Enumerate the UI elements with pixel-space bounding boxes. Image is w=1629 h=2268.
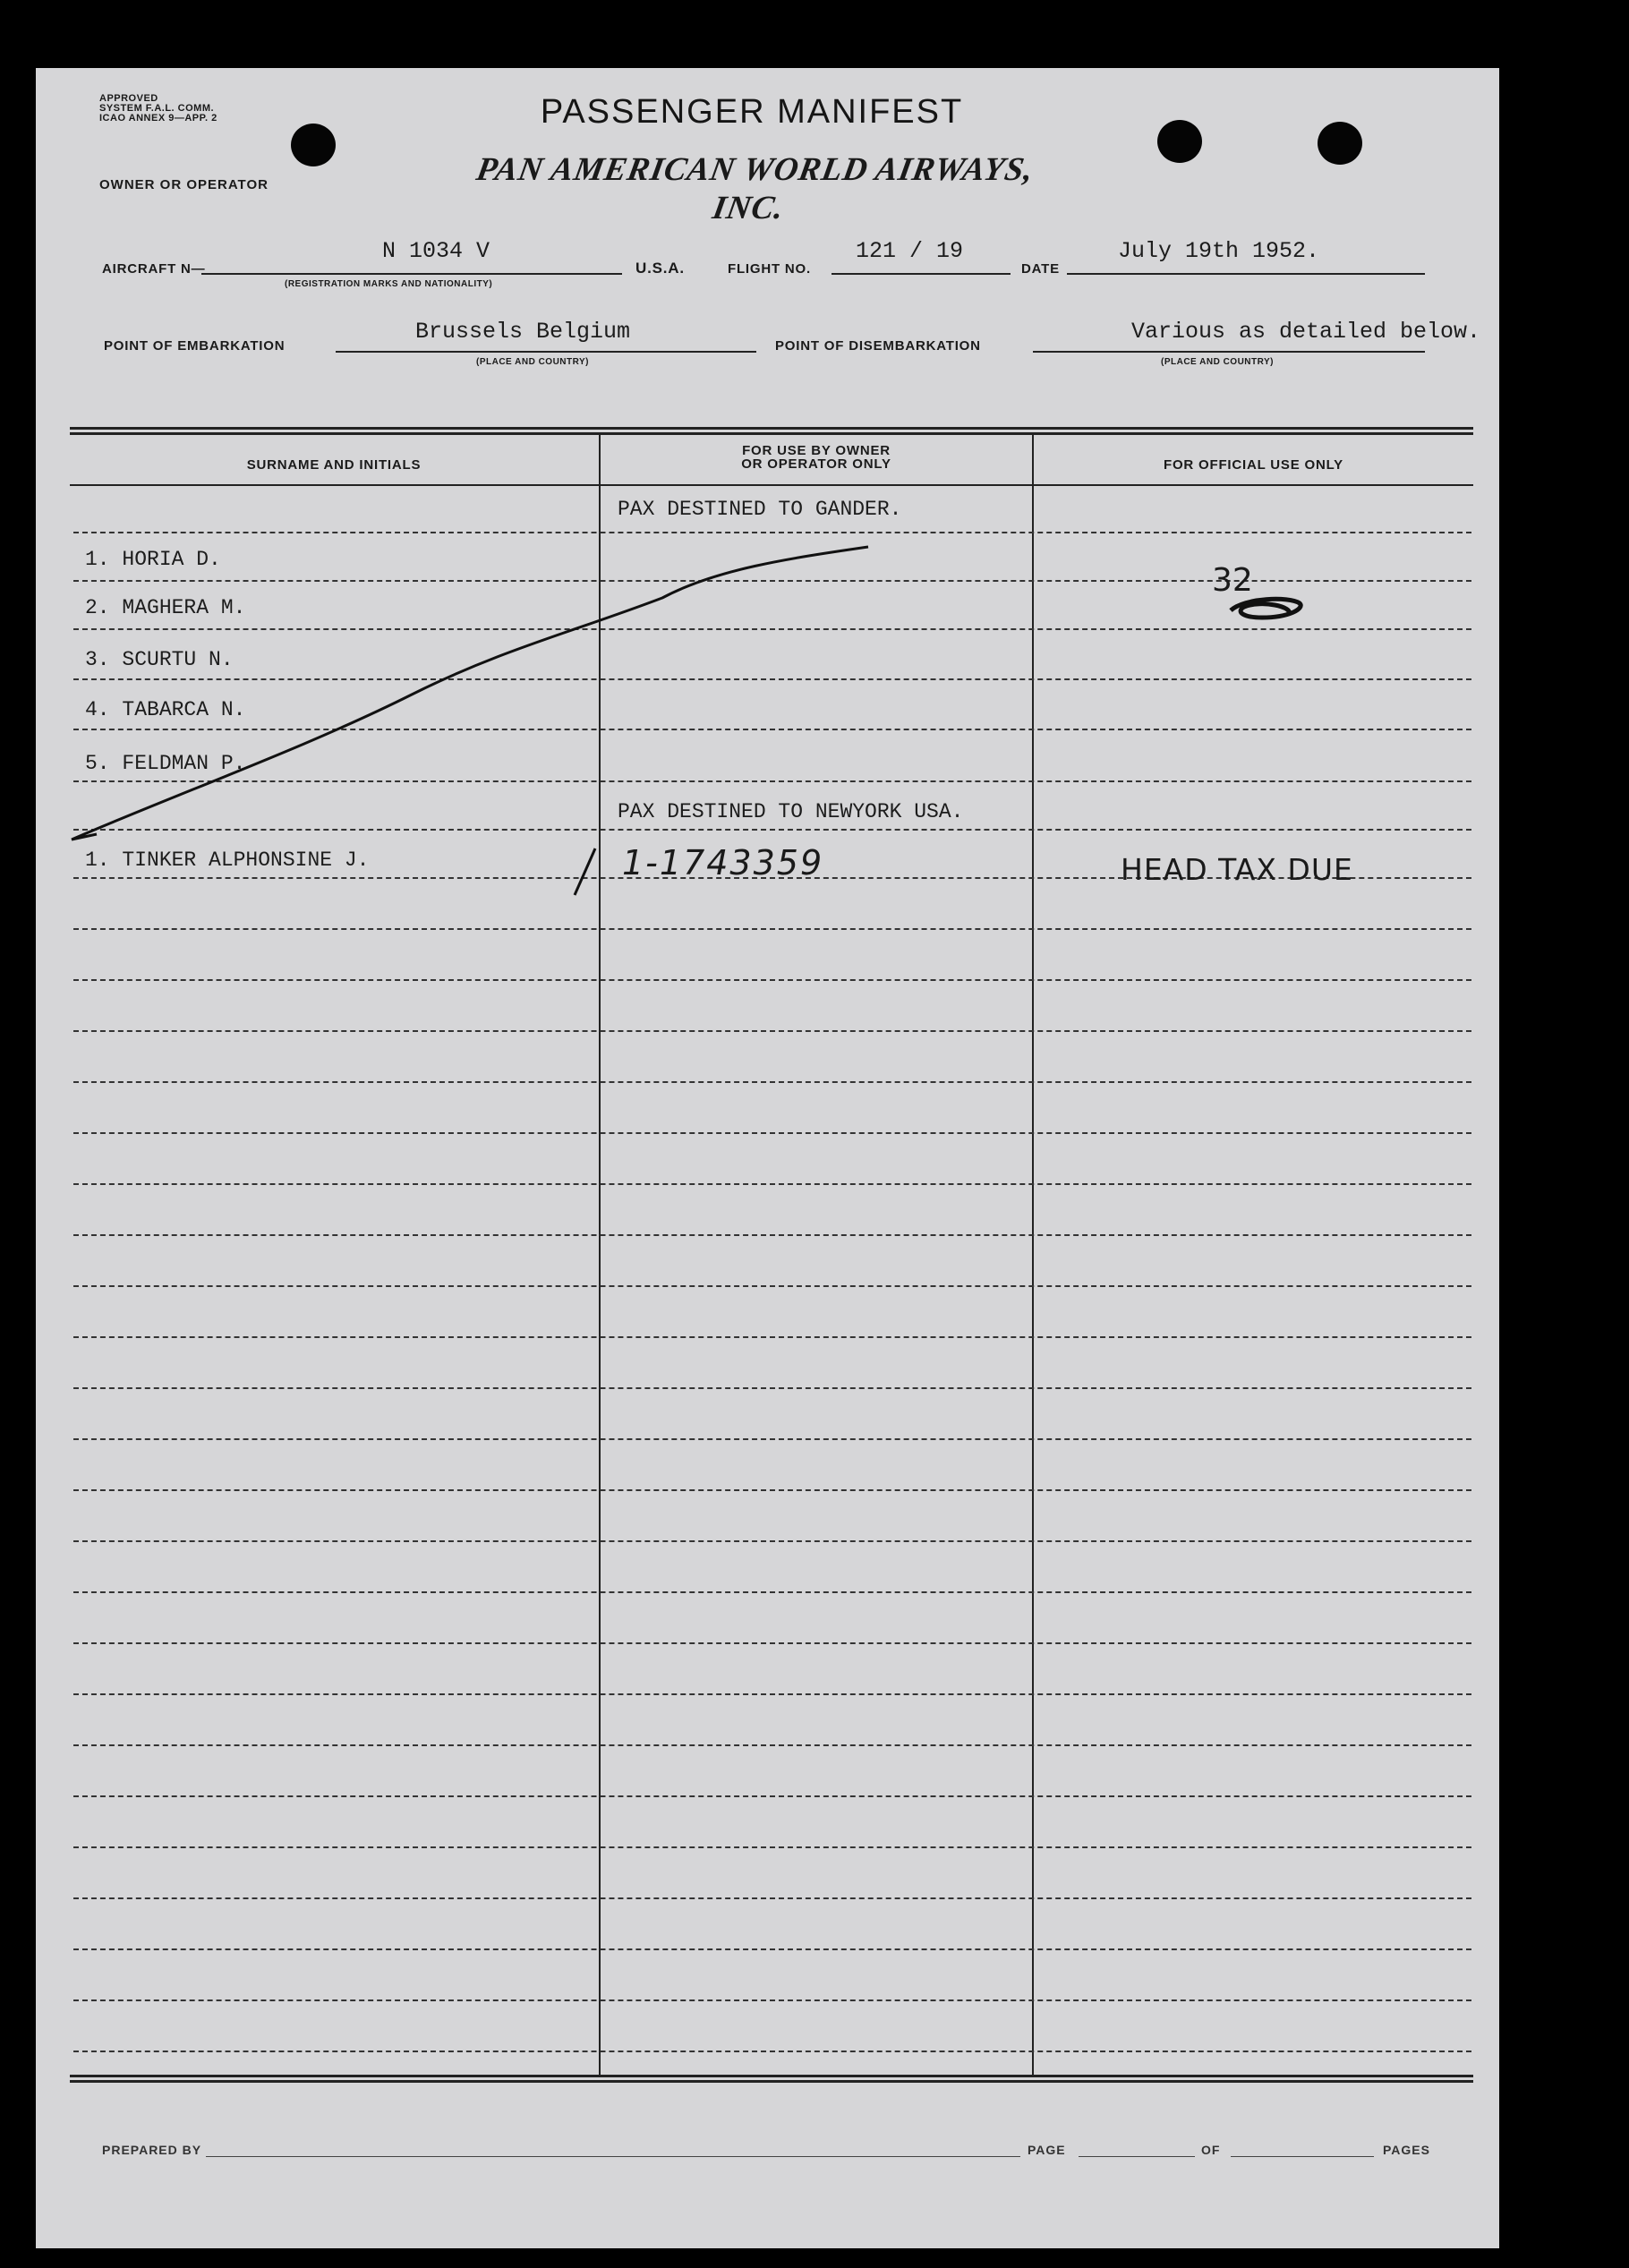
date-label: DATE [1021, 261, 1060, 277]
table-row-line [73, 1693, 1471, 1695]
table-row-line [73, 1285, 1471, 1287]
embarkation-value: Brussels Belgium [415, 319, 631, 345]
prepared-by-label: PREPARED BY [102, 2143, 202, 2157]
owner-use-header-line: FOR USE BY OWNER [742, 443, 891, 458]
table-row-line [73, 1081, 1471, 1083]
operator-name: PAN AMERICAN WORLD AIRWAYS, INC. [473, 151, 1037, 226]
table-row-line [73, 1234, 1471, 1236]
country-label: U.S.A. [635, 260, 685, 277]
passenger-name: 3. SCURTU N. [85, 648, 234, 671]
of-underline [1231, 2156, 1374, 2157]
official-mark-number: 32 [1212, 562, 1253, 599]
owner-note-newyork: PAX DESTINED TO NEWYORK USA. [618, 800, 964, 823]
table-row-line [73, 2051, 1471, 2052]
pages-label: PAGES [1383, 2143, 1430, 2157]
table-row-line [73, 1132, 1471, 1134]
table-bottom-rule [70, 2075, 1473, 2077]
aircraft-label: AIRCRAFT N— [102, 261, 206, 277]
disembarkation-sub-label: (PLACE AND COUNTRY) [1161, 357, 1274, 367]
aircraft-value: N 1034 V [382, 238, 490, 264]
table-bottom-rule-2 [70, 2080, 1473, 2083]
embarkation-sub-label: (PLACE AND COUNTRY) [476, 357, 589, 367]
table-row-line [73, 1744, 1471, 1746]
approval-line: APPROVED [99, 93, 158, 104]
table-row-line [73, 1030, 1471, 1032]
disembarkation-label: POINT OF DISEMBARKATION [775, 338, 981, 354]
aircraft-sub-label: (REGISTRATION MARKS AND NATIONALITY) [285, 279, 493, 289]
disembarkation-value: Various as detailed below. [1131, 319, 1481, 345]
embarkation-label: POINT OF EMBARKATION [104, 338, 286, 354]
table-row-line [73, 979, 1471, 981]
table-row-line [73, 1438, 1471, 1440]
table-row-line [73, 1540, 1471, 1542]
page-title: PASSENGER MANIFEST [540, 93, 964, 131]
passenger-name: 4. TABARCA N. [85, 698, 246, 721]
table-row-line [73, 1846, 1471, 1848]
surname-column-header: SURNAME AND INITIALS [246, 457, 422, 473]
table-row-line [73, 1336, 1471, 1338]
flight-label: FLIGHT NO. [728, 261, 811, 277]
of-label: OF [1201, 2143, 1221, 2157]
page-label: PAGE [1028, 2143, 1066, 2157]
table-row-line [73, 1999, 1471, 2001]
head-tax-stamp: HEAD TAX DUE [1121, 852, 1353, 887]
flight-value: 121 / 19 [856, 238, 964, 264]
table-row-line [73, 1183, 1471, 1185]
owner-use-header-line: OR OPERATOR ONLY [741, 456, 891, 472]
table-row-line [73, 1897, 1471, 1899]
table-row-line [73, 1948, 1471, 1950]
ticket-number-handwritten: 1-1743359 [622, 843, 824, 882]
page-underline [1079, 2156, 1195, 2157]
approval-line: ICAO ANNEX 9—APP. 2 [99, 113, 217, 124]
owner-note-gander: PAX DESTINED TO GANDER. [618, 498, 902, 521]
prepared-by-underline [206, 2156, 1020, 2157]
manifest-page [36, 68, 1499, 2248]
table-row-line [73, 1387, 1471, 1389]
passenger-name: 1. HORIA D. [85, 548, 221, 571]
owner-operator-label: OWNER OR OPERATOR [99, 177, 269, 192]
table-row-line [73, 1591, 1471, 1593]
passenger-name: 2. MAGHERA M. [85, 596, 246, 619]
passenger-name: 1. TINKER ALPHONSINE J. [85, 848, 370, 872]
approval-line: SYSTEM F.A.L. COMM. [99, 103, 215, 114]
table-row-line [73, 1642, 1471, 1644]
date-value: July 19th 1952. [1118, 238, 1320, 264]
table-row-line [73, 1795, 1471, 1797]
table-row-line [73, 1489, 1471, 1491]
handwritten-strike-line [36, 68, 1499, 963]
passenger-name: 5. FELDMAN P. [85, 752, 246, 775]
official-use-header: FOR OFFICIAL USE ONLY [1164, 457, 1343, 473]
